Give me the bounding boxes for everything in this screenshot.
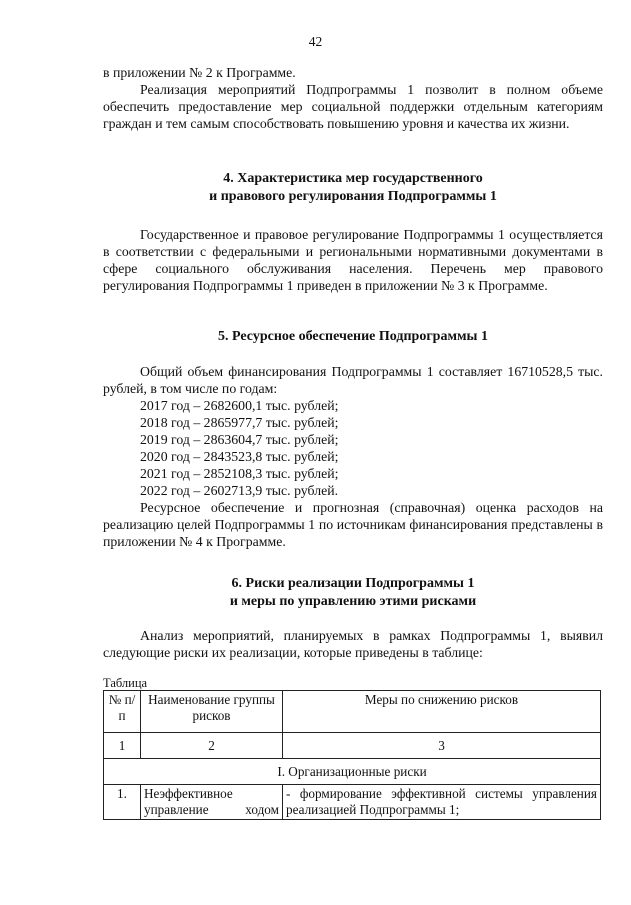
section-5-paragraph: Общий объем финансирования Подпрограммы 1 составляет 16710528,5 тыс. рублей, в том числе по годам: — [103, 364, 603, 396]
row-risk: Неэффективное управление ходом — [141, 785, 283, 820]
funding-year-item: 2017 год – 2682600,1 тыс. рублей; — [140, 398, 339, 413]
section-4-paragraph: Государственное и правовое регулирование Подпрограммы 1 осуществляется в соответствии с федеральными и региональными нормативными документами в сфере социального обслуживания населения. Перечень мер правового регулирования Подпрограммы 1 приведен в приложении № 3 к Программе. — [103, 227, 603, 293]
section-4-body — [103, 226, 603, 294]
funding-year-item: 2022 год – 2602713,9 тыс. рублей. — [140, 483, 339, 498]
section-5-heading: 5. Ресурсное обеспечение Подпрограммы 1 — [218, 329, 488, 344]
page-number: 42 — [308, 34, 323, 49]
section-6-paragraph: Анализ мероприятий, планируемых в рамках Подпрограммы 1, выявил следующие риски их реализации, которые приведены в таблице: — [103, 628, 603, 660]
row-number: 1. — [104, 785, 141, 820]
funding-year-item: 2021 год – 2852108,3 тыс. рублей; — [140, 466, 339, 481]
section-4-heading — [103, 170, 603, 206]
intro-paragraph: Реализация мероприятий Подпрограммы 1 позволит в полном объеме обеспечить предоставление мер социальной поддержки отдельным категориям граждан и тем самым способствовать повышению уровня и качества их жизни. — [103, 82, 603, 131]
risk-group-title: I. Организационные риски — [104, 759, 601, 785]
section-5-paragraph-2: Ресурсное обеспечение и прогнозная (справочная) оценка расходов на реализацию целей Подпрограммы 1 по источникам финансирования представлены в приложении № 4 к Программе. — [103, 500, 603, 549]
risks-table — [103, 690, 601, 820]
table-header-row — [104, 691, 601, 733]
table-group-row — [104, 759, 601, 785]
funding-year-item: 2020 год – 2843523,8 тыс. рублей; — [140, 449, 339, 464]
row-measure: - формирование эффективной системы управления реализацией Подпрограммы 1; — [283, 785, 601, 820]
funding-years-list — [103, 397, 603, 499]
column-number-1: 1 — [104, 733, 141, 759]
section-4-title-line2: и правового регулирования Подпрограммы 1 — [209, 189, 497, 204]
funding-year-item: 2019 год – 2863604,7 тыс. рублей; — [140, 432, 339, 447]
header-measures: Меры по снижению рисков — [283, 691, 601, 733]
intro-block — [103, 64, 603, 132]
section-6-title-line1: 6. Риски реализации Подпрограммы 1 — [231, 576, 475, 591]
section-6-body — [103, 627, 603, 661]
section-5-body — [103, 363, 603, 550]
table-numbering-row — [104, 733, 601, 759]
column-number-2: 2 — [141, 733, 283, 759]
table-caption: Таблица — [103, 676, 148, 690]
intro-line: в приложении № 2 к Программе. — [103, 65, 296, 80]
funding-year-item: 2018 год – 2865977,7 тыс. рублей; — [140, 415, 339, 430]
column-number-3: 3 — [283, 733, 601, 759]
header-number: № п/п — [104, 691, 141, 733]
section-6-heading — [103, 575, 603, 611]
header-risk-group: Наименование группы рисков — [141, 691, 283, 733]
section-4-title-line1: 4. Характеристика мер государственного — [223, 171, 483, 186]
section-6-title-line2: и меры по управлению этими рисками — [229, 594, 477, 609]
table-row — [104, 785, 601, 820]
